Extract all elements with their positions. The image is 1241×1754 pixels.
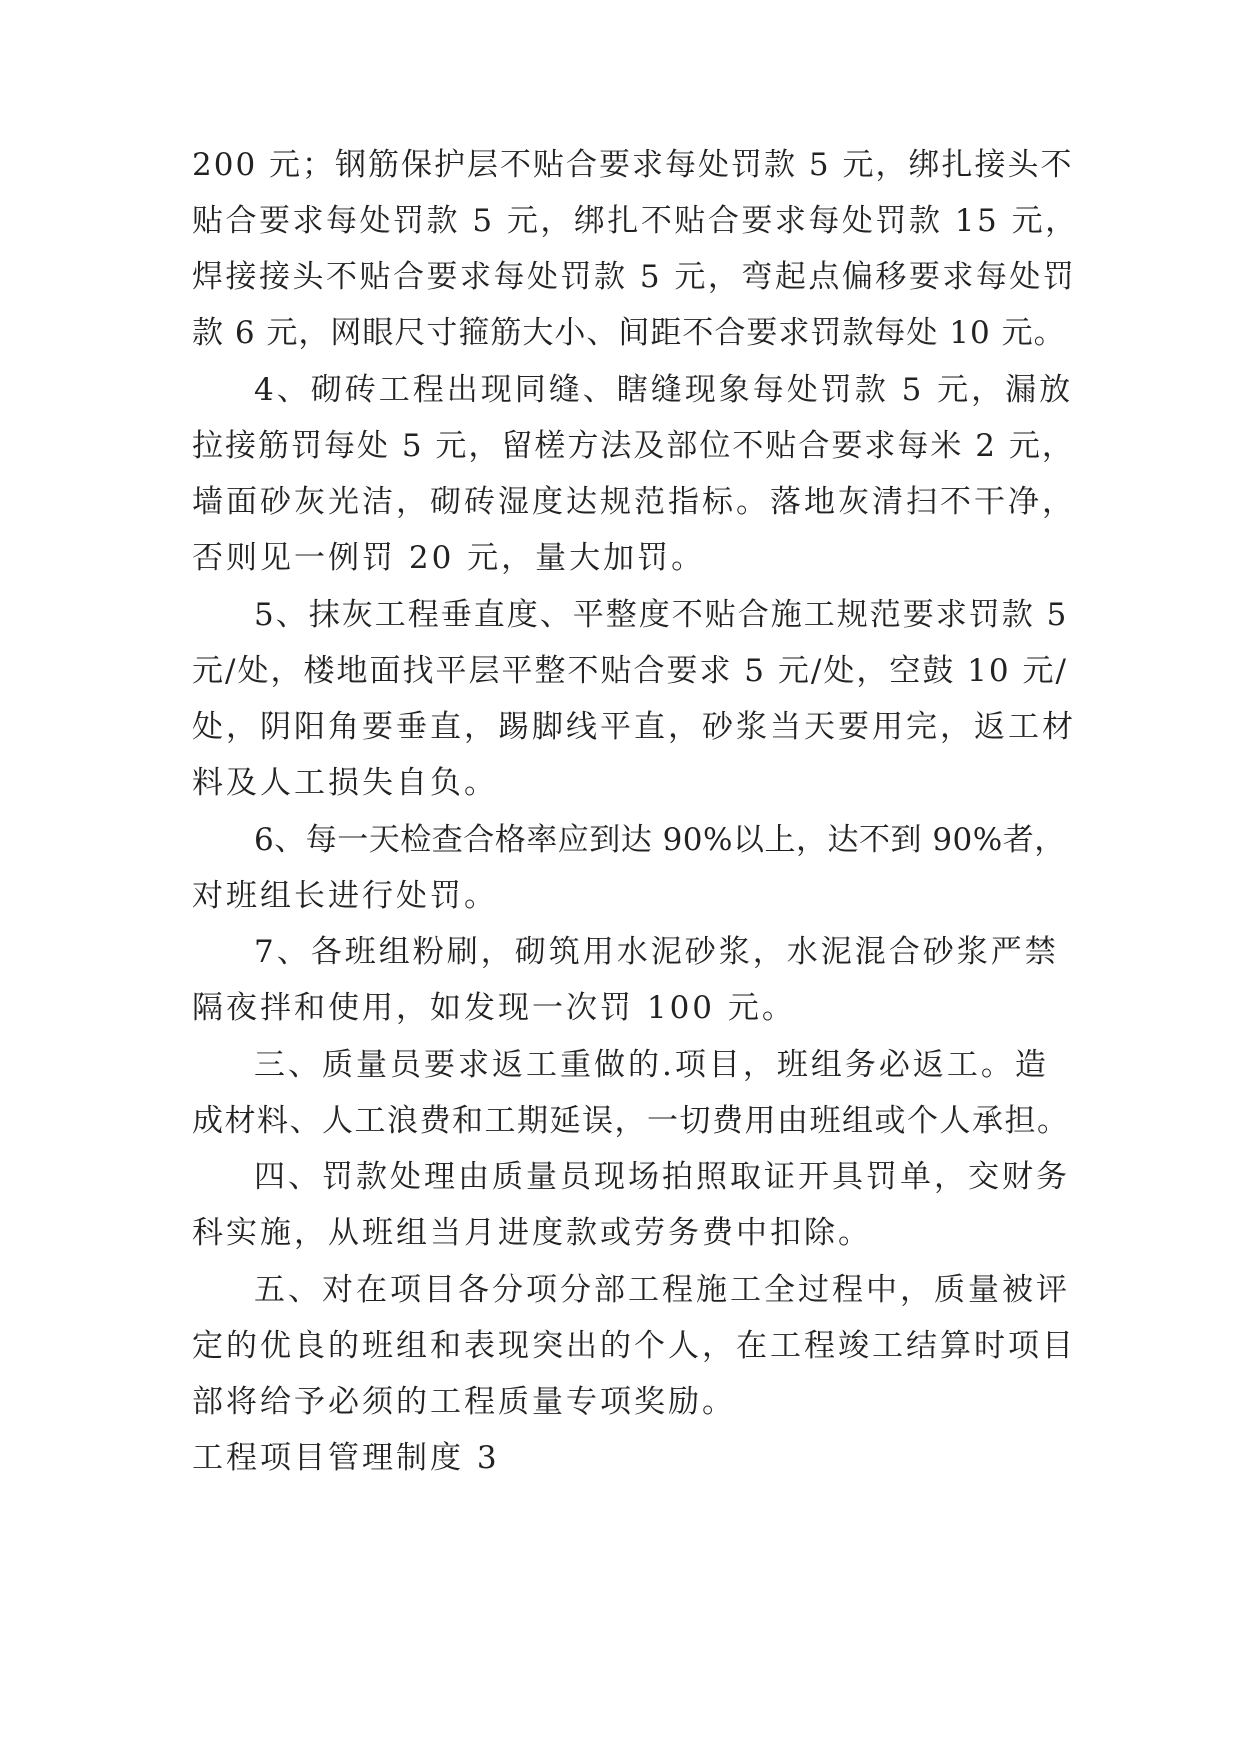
section-heading: 工程项目管理制度 3 xyxy=(192,1440,500,1476)
text-line: 焊接接头不贴合要求每处罚款 5 元，弯起点偏移要求每处罚 xyxy=(192,259,1077,295)
text-line: 隔夜拌和使用，如发现一次罚 100 元。 xyxy=(192,990,796,1026)
text-line: 四、罚款处理由质量员现场拍照取证开具罚单，交财务 xyxy=(254,1159,1070,1195)
text-line: 三、质量员要求返工重做的.项目，班组务必返工。造 xyxy=(254,1047,1049,1083)
text-line: 墙面砂灰光洁，砌砖湿度达规范指标。落地灰清扫不干净， xyxy=(192,484,1076,520)
text-line: 款 6 元，网眼尺寸箍筋大小、间距不合要求罚款每处 10 元。 xyxy=(192,315,1066,351)
text-line: 成材料、人工浪费和工期延误，一切费用由班组或个人承担。 xyxy=(192,1103,1070,1139)
text-line: 7、各班组粉刷，砌筑用水泥砂浆，水泥混合砂浆严禁 xyxy=(254,934,1059,970)
text-line: 拉接筋罚每处 5 元，留槎方法及部位不贴合要求每米 2 元， xyxy=(192,428,1075,464)
text-line: 4、砌砖工程出现同缝、瞎缝现象每处罚款 5 元，漏放 xyxy=(254,372,1074,408)
text-line: 料及人工损失自负。 xyxy=(192,765,498,801)
text-line: 元/处，楼地面找平层平整不贴合要求 5 元/处，空鼓 10 元/ xyxy=(192,653,1068,689)
text-line: 部将给予必须的工程质量专项奖励。 xyxy=(192,1384,736,1420)
text-line: 200 元；钢筋保护层不贴合要求每处罚款 5 元，绑扎接头不 xyxy=(192,147,1074,183)
text-line: 五、对在项目各分项分部工程施工全过程中，质量被评 xyxy=(254,1272,1070,1308)
text-line: 5、抹灰工程垂直度、平整度不贴合施工规范要求罚款 5 xyxy=(254,597,1069,633)
text-line: 否则见一例罚 20 元，量大加罚。 xyxy=(192,540,706,576)
text-line: 贴合要求每处罚款 5 元，绑扎不贴合要求每处罚款 15 元， xyxy=(192,203,1079,239)
text-line: 6、每一天检查合格率应到达 90%以上，达不到 90%者， xyxy=(254,822,1066,858)
text-line: 处，阴阳角要垂直，踢脚线平直，砂浆当天要用完，返工材 xyxy=(192,709,1076,745)
text-line: 对班组长进行处罚。 xyxy=(192,878,498,914)
text-line: 定的优良的班组和表现突出的个人，在工程竣工结算时项目 xyxy=(192,1328,1076,1364)
text-line: 科实施，从班组当月进度款或劳务费中扣除。 xyxy=(192,1215,872,1251)
